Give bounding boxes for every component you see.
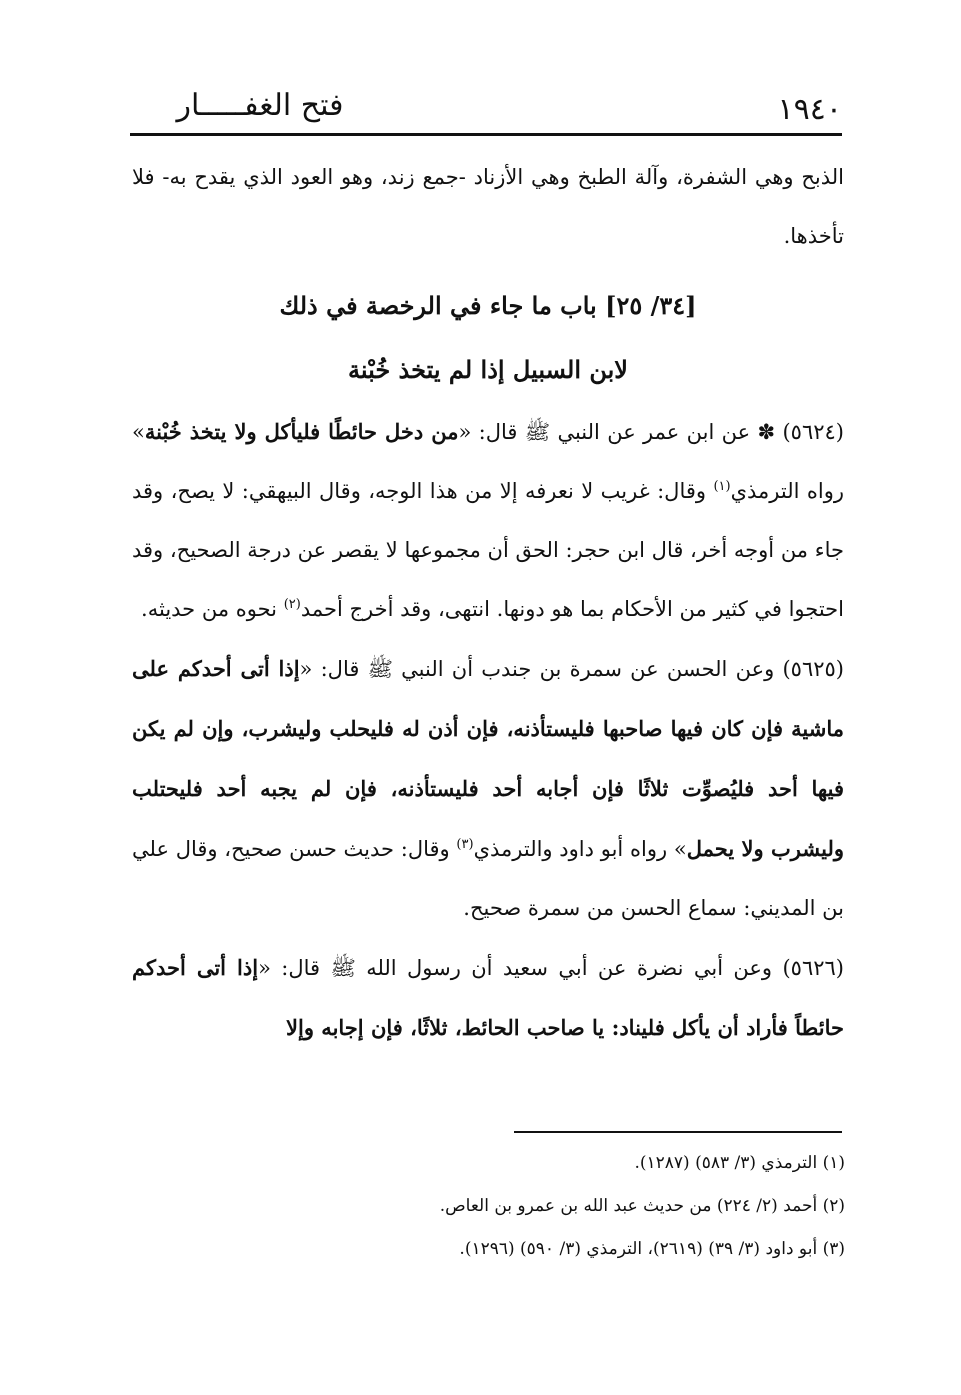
main-text [132, 148, 844, 1058]
spacer [132, 266, 844, 274]
hadith-matn: إذا أتى أحدكم على ماشية فإن كان فيها صاحبها فليستأذنه، فإن أذن له فليحلب وليشرب، وإن لم يكن فيها أحد فليُصوِّت ثلاثًا فإن أجابه أحد فليستأذنه، فإن لم يجبه أحد فليحتلب وليشرب ولا يحمل [132, 656, 845, 861]
hadith-matn: من دخل حائطًا فليأكل ولا يتخذ خُبْنة [144, 419, 459, 444]
hadith-number: (٥٦٢٤) [782, 420, 844, 444]
hadith-commentary: وقال: حديث حسن صحيح، وقال علي بن المديني: سماع الحسن من سمرة صحيح. [132, 837, 844, 920]
running-header-title: فتح الغفـــــار [176, 88, 344, 123]
intro-paragraph: الذبح وهي الشفرة، وآلة الطبخ وهي الأزناد -جمع زند، وهو العود الذي يقدح به- فلا تأخذها. [132, 165, 844, 248]
footnote-ref[interactable]: (٢) [283, 597, 301, 612]
hadith-chain: ✽ عن ابن عمر عن النبي ﷺ قال: « [458, 420, 776, 444]
chapter-subtitle: لابن السبيل إذا لم يتخذ خُبْنة [348, 355, 628, 384]
footnote-ref[interactable]: (١) [713, 479, 731, 494]
footnote-separator [514, 1131, 842, 1133]
header-rule [130, 133, 842, 136]
hadith-source: » رواه أبو داود والترمذي [473, 837, 687, 861]
footnote-item: (٢) أحمد (٢/ ٢٢٤) من حديث عبد الله بن عمرو بن العاص. [439, 1196, 845, 1216]
hadith-number: (٥٦٢٦) [782, 956, 844, 980]
hadith-matn: إذا أتى أحدكم حائطاً فأراد أن يأكل فليناد: يا صاحب الحائط، ثلاثًا، فإن إجابه وإلا [132, 955, 844, 1040]
footnote-item: (١) الترمذي (٣/ ٥٨٣) (١٢٨٧). [634, 1153, 845, 1173]
hadith-5626 [132, 938, 844, 1058]
footnote-item: (٣) أبو داود (٣/ ٣٩) (٢٦١٩)، الترمذي (٣/ ٥٩٠) (١٢٩٦). [459, 1239, 845, 1259]
chapter-title: [٣٤/ ٢٥] باب ما جاء في الرخصة في ذلك [279, 291, 697, 320]
hadith-5625 [132, 639, 844, 938]
footnote-ref[interactable]: (٣) [456, 837, 474, 852]
hadith-source: » رواه الترمذي [132, 420, 844, 503]
hadith-chain: وعن الحسن عن سمرة بن جندب أن النبي ﷺ قال: « [299, 657, 775, 681]
hadith-number: (٥٦٢٥) [782, 657, 844, 681]
hadith-chain: وعن أبي نضرة عن أبي سعيد أن رسول الله ﷺ قال: « [258, 956, 773, 980]
footnotes [300, 1142, 845, 1271]
hadith-5624 [132, 402, 844, 639]
page-number: ١٩٤٠ [777, 92, 842, 127]
hadith-commentary-end: نحوه من حديثه. [141, 597, 284, 621]
hadith-commentary: وقال: غريب لا نعرفه إلا من هذا الوجه، وقال البيهقي: لا يصح، وقد جاء من أوجه أخر، قال ابن حجر: الحق أن مجموعها لا يقصر عن درجة الصحيح، وقد احتجوا في كثير من الأحكام بما هو دونها. انتهى، وقد أخرج أحمد [132, 479, 844, 621]
